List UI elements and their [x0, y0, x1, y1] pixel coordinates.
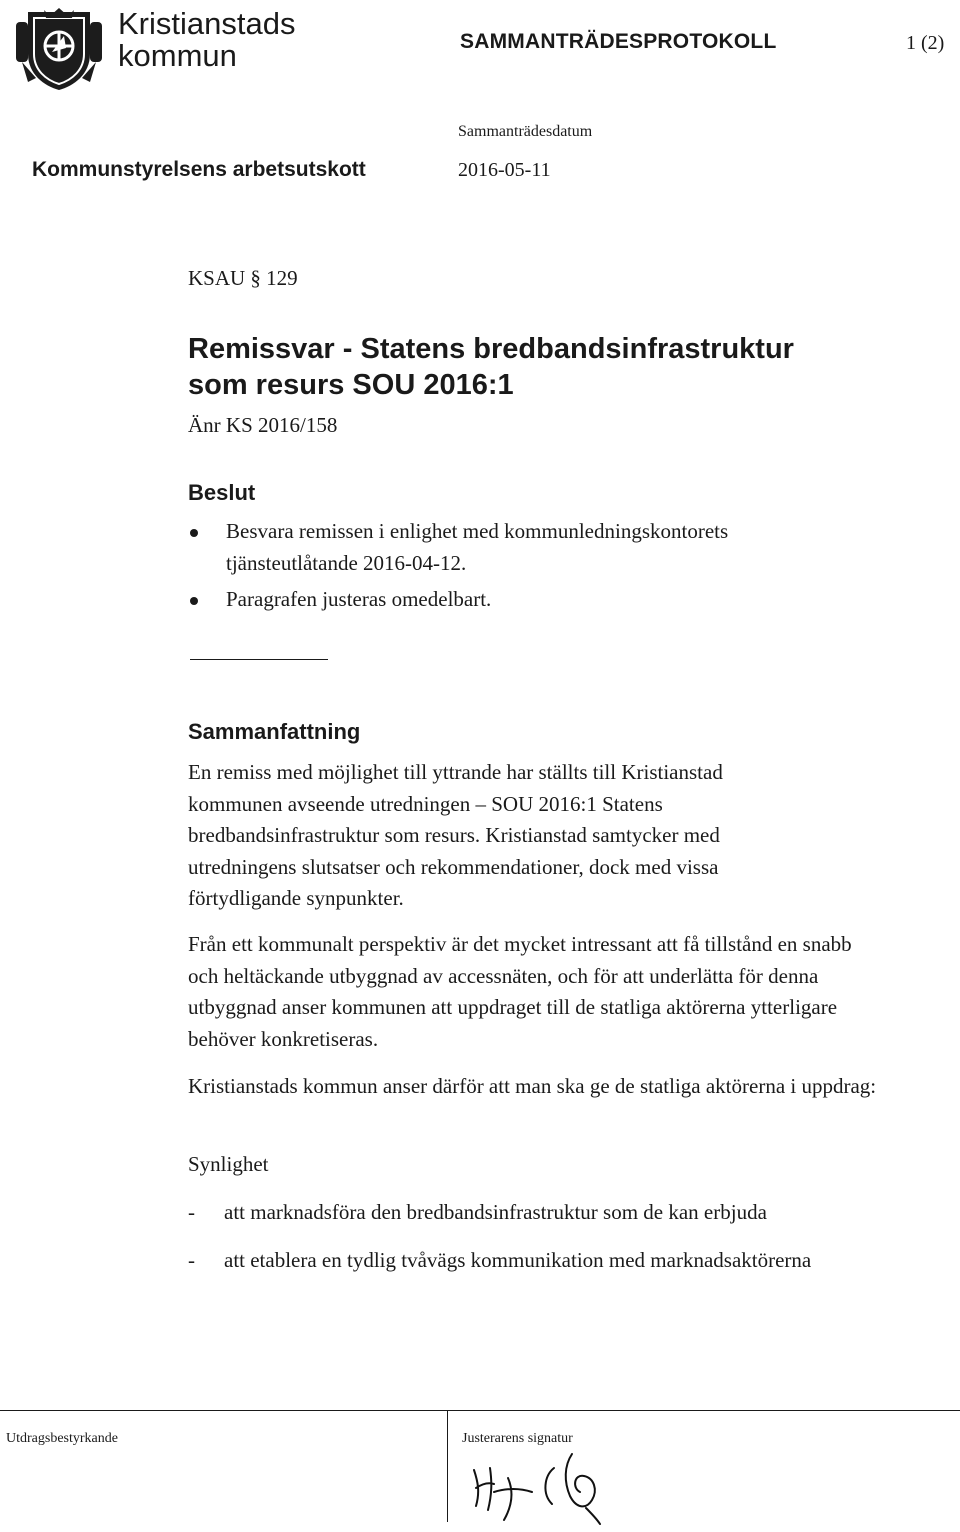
visibility-item-text: att etablera en tydlig tvåvägs kommunikation med marknadsaktörerna [224, 1247, 812, 1272]
decision-item-text: Paragrafen justeras omedelbart. [226, 587, 492, 611]
document-type: SAMMANTRÄDESPROTOKOLL [460, 30, 777, 53]
organization-name-line1: Kristianstads [118, 6, 296, 41]
organization-name [118, 8, 295, 72]
summary-paragraph-2: Från ett kommunalt perspektiv är det mycket intressant att få tillstånd en snabb och heltäckande utbyggnad av accessnäten, och för att underlätta för denna utbyggnad anser kommunen att uppdraget till de statliga aktörerna ytterligare behöver konkretiseras. [188, 932, 852, 1051]
signature-label: Justerarens signatur [462, 1431, 573, 1446]
organization-name-line2: kommun [118, 38, 237, 73]
handwritten-signature [468, 1448, 618, 1528]
dash-marker: - [188, 1200, 195, 1224]
decision-heading: Beslut [188, 480, 256, 505]
section-title-line2: som resurs SOU 2016:1 [188, 369, 514, 401]
summary-paragraph-1: En remiss med möjlighet till yttrande har ställts till Kristianstad kommunen avseende utredningen – SOU 2016:1 Statens bredbandsinfrastruktur som resurs. Kristianstad samtycker med utredningens slutsatser och rekommendationer, dock med vissa förtydligande synpunkter. [188, 760, 723, 910]
decision-item [186, 516, 826, 579]
diary-number: Änr KS 2016/158 [188, 413, 338, 437]
section-divider [190, 659, 328, 660]
summary-paragraph-3: Kristianstads kommun anser därför att man ska ge de statliga aktörerna i uppdrag: [188, 1074, 877, 1098]
paragraph-reference: KSAU § 129 [188, 266, 298, 290]
footer-divider [0, 1410, 960, 1411]
meeting-date: 2016-05-11 [458, 159, 551, 181]
section-title [188, 331, 908, 403]
decision-item [186, 584, 866, 616]
visibility-item-text: att marknadsföra den bredbandsinfrastruktur som de kan erbjuda [224, 1200, 767, 1224]
decision-list [186, 516, 866, 621]
visibility-item [188, 1245, 908, 1277]
page-number: 1 (2) [906, 32, 945, 54]
bullet-icon [190, 529, 198, 537]
meeting-date-label: Sammanträdesdatum [458, 123, 593, 140]
dash-marker: - [188, 1247, 195, 1272]
excerpt-certification-label: Utdragsbestyrkande [6, 1431, 118, 1446]
footer-column-divider [447, 1410, 448, 1522]
committee-name: Kommunstyrelsens arbetsutskott [32, 158, 366, 181]
section-title-line1: Remissvar - Statens bredbandsinfrastruktur [188, 333, 794, 365]
bullet-icon [190, 597, 198, 605]
decision-item-text: Besvara remissen i enlighet med kommunledningskontorets tjänsteutlåtande 2016-04-12. [226, 519, 729, 575]
summary-heading: Sammanfattning [188, 719, 361, 744]
visibility-heading: Synlighet [188, 1152, 269, 1176]
visibility-list [188, 1197, 908, 1276]
municipality-coat-of-arms-logo [14, 8, 104, 92]
visibility-item [188, 1197, 908, 1229]
